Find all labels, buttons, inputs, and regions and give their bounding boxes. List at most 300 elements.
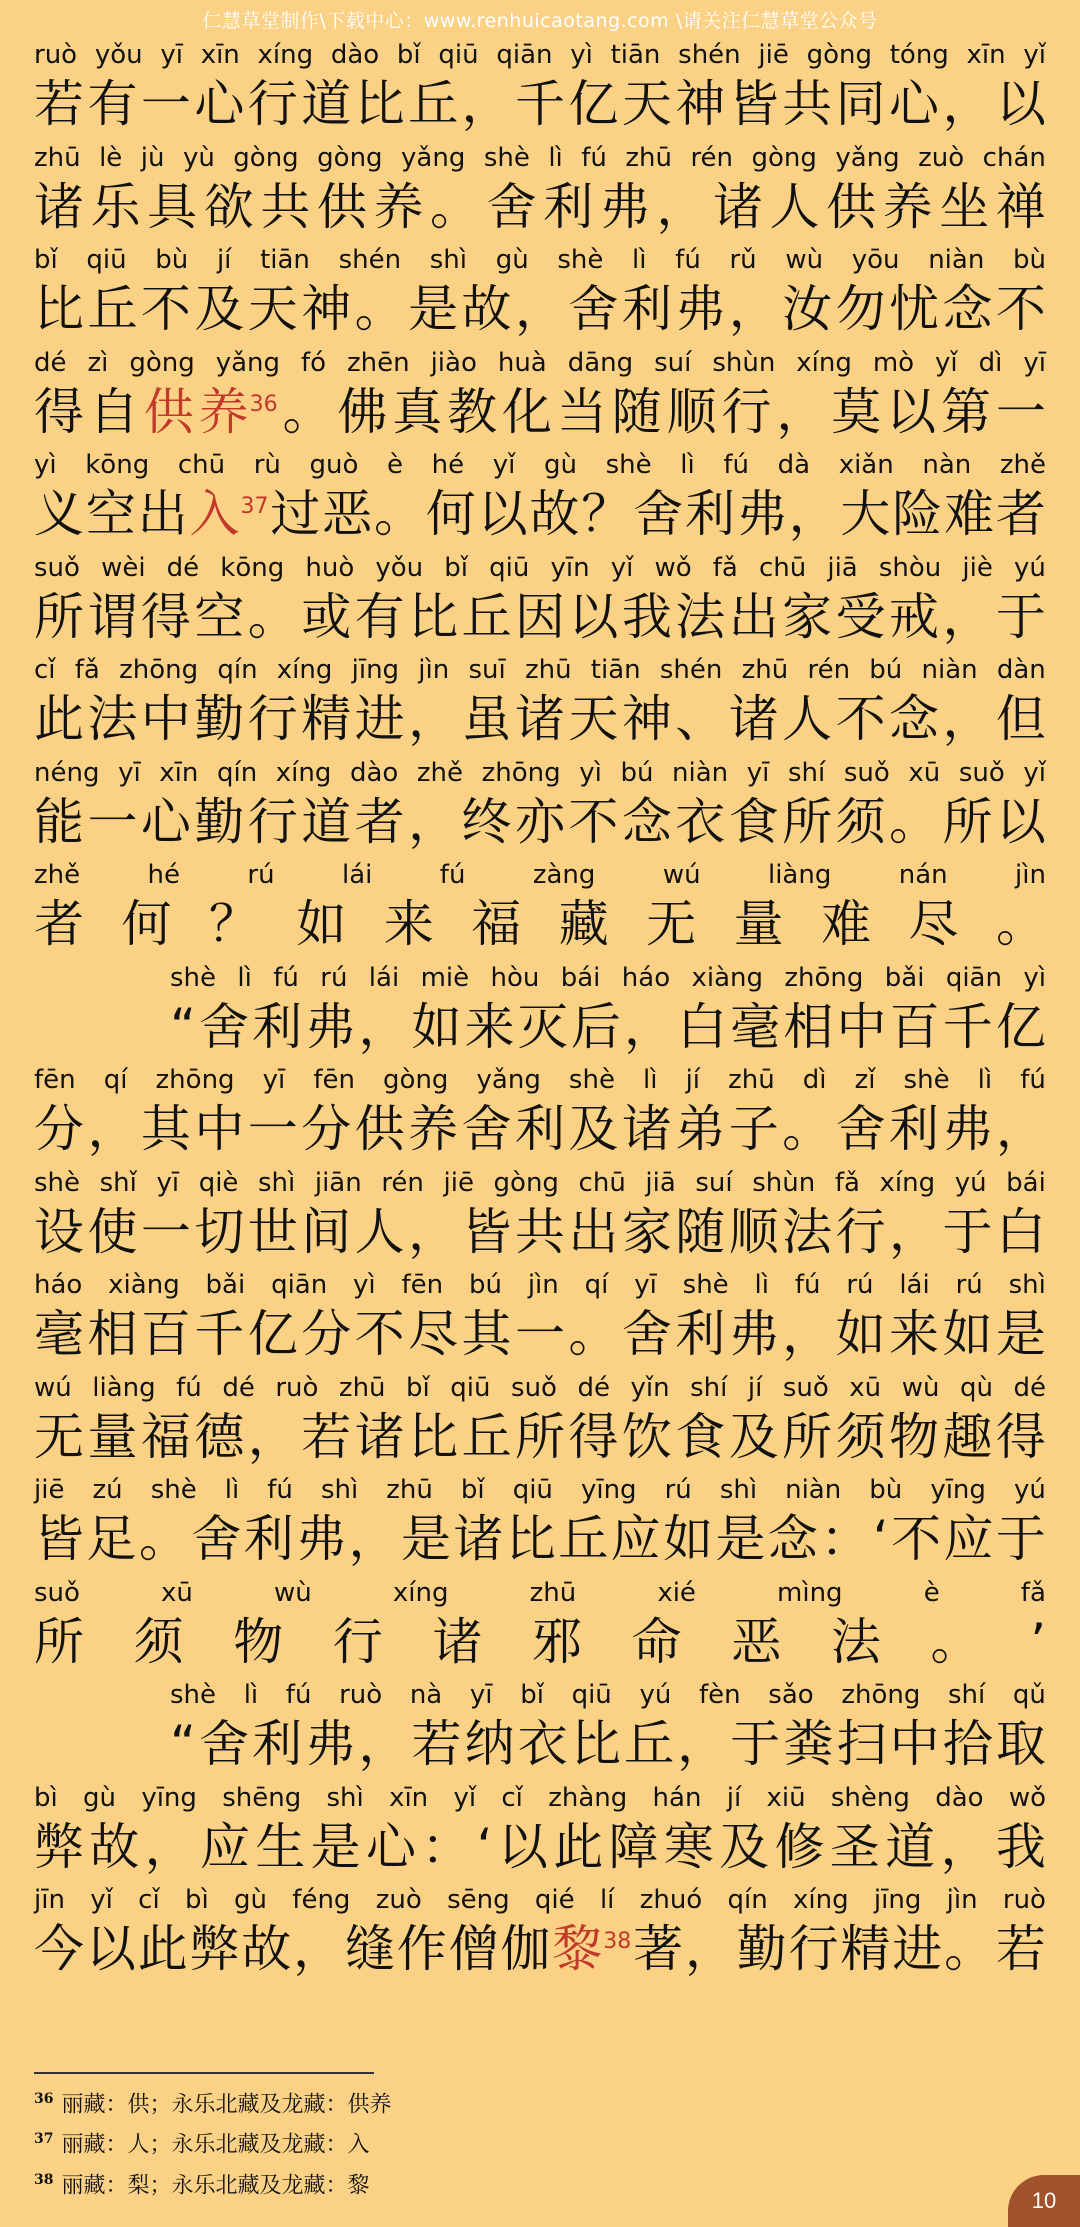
hanzi-character: 弗 [599,177,650,236]
hanzi-character: 应 [943,1510,994,1568]
hanzi-character: 出 [728,587,779,646]
hanzi-character: 我 [995,1817,1046,1876]
hanzi-character: 后 [570,997,621,1056]
pinyin-syllable: dì [802,1065,827,1095]
text-line [34,348,1046,442]
hanzi-character: 神 [621,690,672,748]
pinyin-row [34,1373,1046,1403]
hanzi-character: 世 [247,1202,298,1261]
hanzi-character: 以 [85,1920,136,1978]
pinyin-syllable: qiū [438,40,479,70]
hanzi-character: 是 [310,1817,361,1876]
pinyin-syllable: xiàng [108,1270,180,1300]
hanzi-character: 如 [942,1305,993,1363]
text-line [34,450,1046,544]
pinyin-syllable: zhū [386,1475,433,1505]
text-line [34,1065,1046,1159]
hanzi-row [34,279,1046,339]
hanzi-character: 尽 [908,895,959,953]
footnote-item [34,2163,392,2203]
hanzi-character: ， [624,997,675,1056]
pinyin-syllable: bǎi [205,1270,246,1300]
pinyin-syllable: lì [977,1065,993,1095]
pinyin-syllable: jiān [314,1167,362,1198]
hanzi-character: 。 [995,895,1046,953]
hanzi-character: 当 [556,382,607,441]
hanzi-character: 天 [568,690,619,748]
hanzi-character: 以 [477,485,528,543]
hanzi-character: 著 [633,1920,684,1978]
hanzi-character: 是 [408,280,459,338]
hanzi-character: 舍 [633,485,684,543]
hanzi-character: 如 [411,997,462,1056]
pinyin-syllable: gù [495,245,529,275]
pinyin-syllable: sēng [447,1885,510,1915]
pinyin-syllable: ruò [339,1680,383,1710]
hanzi-character: 行 [721,382,772,441]
pinyin-syllable: xié [657,1577,696,1608]
hanzi-character: 不 [835,690,886,748]
pinyin-syllable: shǐ [99,1167,137,1198]
pinyin-syllable: xiū [766,1782,806,1813]
pinyin-syllable: lì [243,1680,259,1710]
pinyin-syllable: shì [320,1475,359,1505]
hanzi-character: 养 [373,177,424,236]
pinyin-syllable: zǐ [854,1065,876,1095]
hanzi-character: 设 [34,1202,84,1261]
pinyin-syllable: hé [147,860,181,890]
hanzi-character: 纳 [464,1715,515,1773]
hanzi-character: 念 [621,792,672,851]
pinyin-syllable: bù [155,245,189,275]
hanzi-character: 弊 [34,1817,84,1876]
hanzi-character: 险 [892,485,943,543]
pinyin-syllable: zhōng [841,1680,921,1710]
pinyin-syllable: tiān [610,40,661,70]
hanzi-character: 不 [140,280,191,338]
hanzi-character: 欲 [203,177,254,236]
pinyin-syllable: bái [560,962,601,993]
pinyin-syllable: dé [166,552,200,583]
hanzi-character: 供 [826,177,877,236]
pinyin-syllable: yǐ [453,1782,477,1813]
hanzi-character: 家 [621,1202,672,1261]
hanzi-character: ， [408,690,459,748]
hanzi-character: 丘 [87,280,138,338]
hanzi-character: 。 [354,280,405,338]
pinyin-syllable: xiàng [691,962,764,993]
hanzi-row [34,689,1046,749]
hanzi-character: 有 [354,587,405,646]
hanzi-character: ， [247,1407,298,1466]
hanzi-character: 顺 [666,382,717,441]
pinyin-syllable: jiè [962,552,993,583]
hanzi-character: ， [684,1920,735,1978]
hanzi-character: 白 [677,997,728,1056]
hanzi-character: ， [144,1817,195,1876]
pinyin-syllable: yǐ [1023,40,1046,70]
hanzi-character: 行 [835,1202,886,1261]
hanzi-character: 切 [194,1202,245,1261]
pinyin-syllable: dé [1013,1372,1046,1403]
pinyin-syllable: qí [584,1270,609,1300]
hanzi-character: 弗 [305,1715,356,1773]
hanzi-character: 亿 [568,75,619,133]
hanzi-character: 恶 [322,485,373,543]
hanzi-character: 禅 [995,177,1046,236]
hanzi-character: 粪 [783,1715,834,1773]
hanzi-character: 比 [505,1510,556,1568]
pinyin-syllable: qiān [271,1270,328,1300]
hanzi-character: 坐 [939,177,990,236]
hanzi-character: 皆 [34,1510,84,1568]
hanzi-character: 弗 [675,280,726,338]
hanzi-character: 于 [995,587,1046,646]
hanzi-character: 邪 [532,1612,583,1671]
pinyin-syllable: fú [581,142,607,173]
hanzi-character: 心 [365,1817,416,1876]
hanzi-character: 舍 [199,1715,250,1773]
pinyin-syllable: xíng [796,347,852,378]
pinyin-syllable: yǐn [630,1372,670,1403]
hanzi-character: ？ [208,895,259,953]
pinyin-row [34,348,1046,378]
pinyin-row [34,860,1046,890]
hanzi-character: 分 [301,1100,352,1158]
pinyin-syllable: yī [746,757,770,788]
pinyin-syllable: sǎo [768,1680,814,1710]
pinyin-syllable: jiā [827,552,858,583]
hanzi-character: ， [728,280,779,338]
pinyin-syllable: shì [258,1167,296,1198]
hanzi-character: 千 [514,75,565,133]
pinyin-syllable: dāng [567,347,634,378]
pinyin-row [34,655,1046,685]
pinyin-syllable: suǒ [843,757,890,788]
hanzi-row [34,74,1046,134]
hanzi-character: 一 [514,1305,565,1363]
pinyin-syllable: bǐ [520,1680,544,1710]
hanzi-character: ， [940,1817,991,1876]
hanzi-character: ‘ [872,1510,889,1568]
pinyin-syllable: jiē [34,1475,65,1505]
hanzi-character: 勤 [194,792,245,851]
hanzi-character: 如 [835,1305,886,1363]
hanzi-character: 一 [995,382,1046,441]
pinyin-syllable: chán [982,142,1046,173]
pinyin-syllable: shè [150,1475,197,1505]
hanzi-row [34,792,1046,852]
pinyin-syllable: yǒu [375,552,424,583]
hanzi-character: 得 [34,382,84,441]
footnote-marker: 36 [249,391,278,417]
text-line [34,1270,1046,1364]
pinyin-syllable: shì [1008,1270,1046,1300]
hanzi-character: 以 [886,382,937,441]
hanzi-character: 天 [247,280,298,338]
hanzi-character: 者 [34,895,84,953]
hanzi-character: 舍 [199,997,250,1056]
hanzi-character: 无 [34,1407,84,1466]
hanzi-character: 得 [568,1407,619,1466]
pinyin-syllable: xíng [257,40,314,70]
pinyin-syllable: yú [639,1680,672,1710]
pinyin-syllable: qiū [571,1680,612,1710]
pinyin-syllable: yú [1013,1475,1046,1505]
hanzi-character: 受 [835,587,886,646]
hanzi-character: 同 [835,75,886,133]
hanzi-character: 利 [252,1715,303,1773]
pinyin-syllable: bǐ [34,245,58,275]
pinyin-syllable: rú [320,962,348,993]
pinyin-syllable: fèn [698,1680,741,1710]
pinyin-syllable: rù [253,450,281,480]
pinyin-syllable: wǒ [1008,1782,1046,1813]
pinyin-syllable: yī [634,1270,657,1300]
pinyin-syllable: dàn [996,655,1046,685]
pinyin-syllable: gòng [129,347,195,378]
pinyin-syllable: lái [899,1270,930,1300]
pinyin-syllable: rén [690,142,734,173]
hanzi-character: 者 [354,792,405,851]
hanzi-character: 利 [514,1100,565,1158]
hanzi-character: 利 [252,997,303,1056]
pinyin-syllable: fǎ [712,552,738,583]
pinyin-syllable: niàn [928,245,985,275]
hanzi-character: 舍 [835,1100,886,1158]
pinyin-syllable: shí [690,1372,728,1403]
footnote-number: 36 [34,2091,54,2107]
hanzi-character: 或 [301,587,352,646]
pinyin-syllable: xīn [389,1782,429,1813]
pinyin-syllable: qiān [945,962,1002,993]
pinyin-syllable: qí [103,1065,128,1095]
pinyin-syllable: shì [429,245,468,275]
hanzi-character: 比 [408,587,459,646]
pinyin-syllable: yǎng [401,142,466,173]
hanzi-character: 舍 [486,177,537,236]
pinyin-syllable: yǎng [215,347,280,378]
hanzi-character: 尽 [408,1305,459,1363]
pinyin-syllable: suǒ [958,757,1005,788]
pinyin-syllable: zhōng [119,655,199,685]
hanzi-character: 神 [675,75,726,133]
hanzi-character: 弗 [296,1510,347,1568]
hanzi-character: 共 [514,1202,565,1261]
hanzi-character: 。 [247,587,298,646]
hanzi-character: 若 [411,1715,462,1773]
footnote-number: 37 [34,2131,54,2148]
hanzi-character: 此 [553,1817,604,1876]
variant-character: 养$^{36}$ [198,382,278,441]
pinyin-syllable: xiǎn [838,450,894,480]
hanzi-character: 毫 [730,997,781,1056]
text-line [34,1475,1046,1569]
pinyin-syllable: suī [468,655,506,685]
hanzi-row [34,484,1046,544]
hanzi-row [34,1407,1046,1467]
hanzi-character: 皆 [461,1202,512,1261]
pinyin-syllable: bǐ [396,40,421,70]
hanzi-character: 所 [782,792,833,851]
pinyin-syllable: shè [557,245,604,275]
hanzi-character: 物 [889,1407,939,1466]
pinyin-syllable: tóng [889,40,949,70]
hanzi-character: 乐 [90,177,141,236]
hanzi-character: 真 [392,382,443,441]
hanzi-character: 修 [774,1817,825,1876]
pinyin-row [34,450,1046,480]
pinyin-syllable: yīng [141,1782,197,1813]
pinyin-syllable: bú [620,757,654,788]
pinyin-syllable: jiā [645,1167,676,1198]
hanzi-character: 来 [889,1305,939,1363]
hanzi-character: 。 [430,177,481,236]
hanzi-character: 今 [34,1920,84,1978]
hanzi-row [34,1817,1046,1877]
pinyin-syllable: è [923,1577,940,1608]
hanzi-character: 勤 [194,690,245,748]
hanzi-character: 勤 [736,1920,787,1978]
hanzi-character: 百 [140,1305,191,1363]
text-line [34,553,1046,647]
pinyin-syllable: zhēn [347,347,410,378]
hanzi-character: 食 [728,792,779,851]
hanzi-character: 生 [255,1817,306,1876]
pinyin-syllable: lái [342,860,373,890]
hanzi-character: 是 [995,1305,1046,1363]
hanzi-character: 须 [835,792,886,851]
pinyin-syllable: bǐ [406,1372,430,1403]
pinyin-syllable: qiū [86,245,127,275]
pinyin-syllable: cǐ [34,655,56,685]
pinyin-syllable: fú [176,1372,202,1403]
footnote-text: 丽藏：供；永乐北藏及龙藏：供养 [61,2092,392,2118]
hanzi-character: ， [358,1715,409,1773]
hanzi-character: 福 [140,1407,191,1466]
pinyin-syllable: yǐ [935,347,958,378]
hanzi-character: 不 [354,1305,405,1363]
hanzi-character: 以 [568,587,619,646]
hanzi-character: 。 [889,792,939,851]
pinyin-syllable: gù [83,1782,117,1813]
hanzi-character: 一 [140,75,191,133]
pinyin-syllable: lì [680,450,695,480]
hanzi-character: 所 [514,1407,565,1466]
hanzi-character: 藏 [558,895,609,953]
pinyin-syllable: rén [381,1167,424,1198]
hanzi-character: 以 [995,75,1046,133]
pinyin-syllable: zhū [625,142,672,173]
pinyin-syllable: gòng [317,142,383,173]
pinyin-syllable: háo [621,962,671,993]
hanzi-character: 一 [87,792,138,851]
hanzi-character: 来 [464,997,515,1056]
hanzi-character: 莫 [831,382,882,441]
hanzi-character: 共 [260,177,311,236]
pinyin-syllable: lì [632,245,647,275]
hanzi-character: ， [677,1715,728,1773]
text-line [34,1885,1046,1979]
hanzi-character: 及 [568,1100,619,1158]
pinyin-syllable: niàn [672,757,729,788]
hanzi-character: ， [942,75,993,133]
hanzi-character: 故 [461,280,512,338]
hanzi-character: 取 [995,1715,1046,1773]
hanzi-character: 舍 [461,1100,512,1158]
pinyin-syllable: suǒ [34,552,80,583]
pinyin-syllable: yì [579,757,602,788]
pinyin-syllable: shèng [830,1782,910,1813]
hanzi-character: 足 [86,1510,137,1568]
hanzi-character: 。 [138,1510,189,1568]
pinyin-syllable: zhū [338,1372,386,1403]
hanzi-row [170,997,1046,1057]
hanzi-character: 故 [89,1817,140,1876]
hanzi-character: 法 [830,1612,881,1671]
hanzi-character: 相 [87,1305,138,1363]
hanzi-character: 故 [241,1920,292,1978]
hanzi-character: 丘 [408,75,459,133]
hanzi-character: 如 [296,895,347,953]
hanzi-row [170,1714,1046,1774]
hanzi-character: 丘 [558,1510,609,1568]
hanzi-character: 随 [611,382,662,441]
hanzi-character: 一 [140,1202,191,1261]
pinyin-syllable: xū [908,757,941,788]
hanzi-character: 进 [354,690,405,748]
pinyin-syllable: è [387,450,404,480]
pinyin-syllable: yǎng [476,1065,541,1095]
hanzi-character: ， [788,485,839,543]
pinyin-syllable: yī [160,40,183,70]
pinyin-row [34,1578,1046,1608]
pinyin-syllable: gù [544,450,577,480]
hanzi-character: 是 [400,1510,451,1568]
hanzi-character: 百 [889,997,940,1056]
hanzi-character: 大 [840,485,891,543]
pinyin-syllable: zhě [416,757,464,788]
pinyin-syllable: dé [34,347,67,378]
pinyin-syllable: jīn [34,1885,65,1915]
pinyin-syllable: yǒu [94,40,143,70]
hanzi-character: 及 [194,280,245,338]
hanzi-character: 中 [836,997,887,1056]
pinyin-syllable: bú [869,655,903,685]
hanzi-character: 难 [821,895,872,953]
pinyin-syllable: shén [678,40,741,70]
pinyin-syllable: wú [34,1372,72,1403]
text-line [34,1578,1046,1672]
pinyin-syllable: zhū [34,142,81,173]
pinyin-syllable: gòng [493,1167,559,1198]
pinyin-syllable: wèi [101,552,146,583]
pinyin-syllable: fú [267,1475,293,1505]
pinyin-syllable: shì [719,1475,758,1505]
hanzi-character: ， [358,997,409,1056]
hanzi-character: 障 [608,1817,659,1876]
pinyin-syllable: zhōng [155,1065,235,1095]
hanzi-character: 僧 [448,1920,499,1978]
hanzi-character: 作 [396,1920,447,1978]
pinyin-syllable: mìng [777,1577,843,1608]
text-line [34,40,1046,134]
hanzi-character: 进 [892,1920,943,1978]
hanzi-character: 以 [995,792,1046,851]
hanzi-character: ， [656,177,707,236]
hanzi-character: 不 [995,280,1046,338]
hanzi-character: 诸 [34,177,84,236]
